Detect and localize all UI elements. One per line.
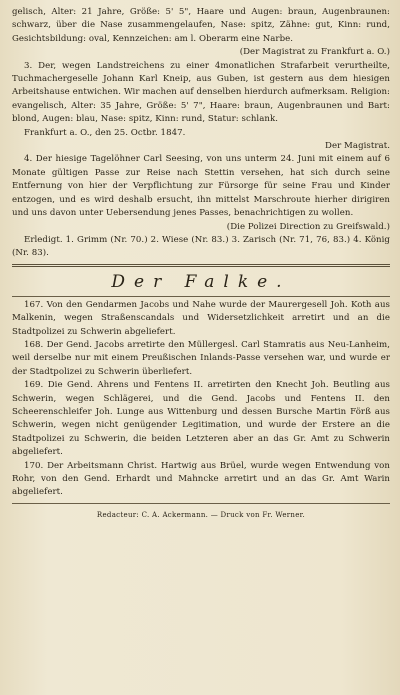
notice-continuation: gelisch, Alter: 21 Jahre, Größe: 5' 5", Haare und Augen: braun, Augenbraunen: schwarz, über die Nase zusammengelaufen, Nase: spitz, Zähne: gut, Kinn: rund, Gesichtsbildung: oval, Kennzeichen: am l. Oberarm eine Narbe. — [12, 7, 390, 44]
notice-signature-frankfurt: (Der Magistrat zu Frankfurt a. O.) — [239, 47, 390, 58]
heading-underline — [12, 296, 390, 297]
notice-4-signature: (Die Polizei Direction zu Greifswald.) — [226, 221, 390, 232]
report-170: 170. Der Arbeitsmann Christ. Hartwig aus Brüel, wurde wegen Entwendung von Rohr, von den Gend. Erhardt und Mahncke arretirt und an das Gr. Amt Warin abgeliefert. — [12, 460, 390, 498]
report-167: 167. Von den Gendarmen Jacobs und Nahe wurde der Maurergesell Joh. Koth aus Malkenin, wegen Straßenscandals und Widersetzlichkeit arretirt und an die Stadtpolizei zu Schwerin abgeliefert. — [12, 299, 390, 337]
report-168: 168. Der Gend. Jacobs arretirte den Müllergesl. Carl Stamratis aus Neu-Lanheim, weil derselbe nur mit einem Preußischen Inlands-Passe versehen war, und wurde er der Stadtpolizei zu Schwerin überliefert. — [12, 339, 390, 377]
notice-3-kneip: 3. Der, wegen Landstreichens zu einer 4monatlichen Strafarbeit verurtheilte, Tuchmachergeselle Johann Karl Kneip, aus Guben, ist gestern aus dem hiesigen Arbeitshause entwichen. Wir machen auf denselben hierdurch aufmerksam. Religion: evangelisch, Alter: 35 Jahre, Größe: 5' 7", Haare: braun, Augenbraunen und Bart: blond, Augen: blau, Nase: spitz, Kinn: rund, Statur: schlank. — [12, 60, 390, 125]
notice-3-signature: Der Magistrat. — [325, 141, 390, 152]
report-169: 169. Die Gend. Ahrens und Fentens II. arretirten den Knecht Joh. Beutling aus Schwerin, wegen Schlägerei, und die Gend. Jacobs und Fentens II. den Scheerenschleifer Joh. Lunge aus Wittenburg und dessen Bursche Martin Förß aus Schwerin, wegen nicht genügender Legitimation, und wurde der Erstere an die Stadtpolizei zu Schwerin, die beiden Letzteren aber an das Gr. Amt zu Schwerin abgeliefert. — [12, 380, 390, 458]
notice-4-seesing: 4. Der hiesige Tagelöhner Carl Seesing, von uns unterm 24. Juni mit einem auf 6 Monate gültigen Passe zur Reise nach Stettin versehen, hat sich durch seine Entfernung von hier der Verpflichtung zur Fürsorge für seine Frau und Kinder entzogen, und es wird deshalb ersucht, ihn mittelst Marschroute hierher dirigiren und uns davon unter Uebersendung jenes Passes, benachrichtigen zu wollen. — [12, 154, 390, 219]
settled-list: Erledigt. 1. Grimm (Nr. 70.) 2. Wiese (Nr. 83.) 3. Zarisch (Nr. 71, 76, 83.) 4. König (Nr. 83). — [12, 234, 390, 259]
notice-3-dateline: Frankfurt a. O., den 25. Octbr. 1847. — [24, 127, 186, 138]
section-divider — [12, 264, 390, 267]
imprint-footer: Redacteur: C. A. Ackermann. — Druck von Fr. Werner. — [96, 510, 306, 519]
section-heading: Der Falke. — [111, 271, 291, 292]
footer-rule — [12, 503, 390, 504]
